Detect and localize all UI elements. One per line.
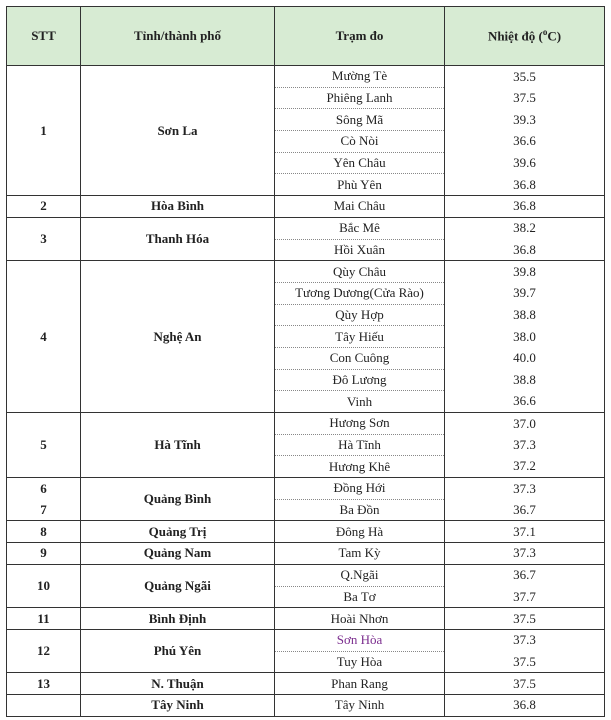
station-cell: Đô Lương <box>275 369 445 391</box>
station-cell: Yên Châu <box>275 152 445 174</box>
temperature-cell: 37.1 <box>445 521 605 543</box>
station-cell: Vinh <box>275 391 445 413</box>
temperature-cell: 36.7 <box>445 564 605 586</box>
temperature-cell: 37.3 <box>445 543 605 565</box>
table-row <box>7 66 605 88</box>
station-cell: Bắc Mê <box>275 217 445 239</box>
stt-cell <box>7 478 81 521</box>
table-row <box>7 413 605 435</box>
temperature-cell: 39.8 <box>445 261 605 283</box>
table-row <box>7 694 605 716</box>
station-cell: Tây Hiếu <box>275 326 445 348</box>
temperature-cell: 37.3 <box>445 434 605 456</box>
province-cell: Sơn La <box>81 66 275 196</box>
station-cell: Con Cuông <box>275 347 445 369</box>
stt-cell: 11 <box>7 608 81 630</box>
stt-value: 6 <box>40 481 47 497</box>
station-cell: Tuy Hòa <box>275 651 445 673</box>
province-cell: Thanh Hóa <box>81 217 275 260</box>
header-station: Trạm đo <box>275 7 445 66</box>
table-row <box>7 478 605 500</box>
header-temperature <box>445 7 605 66</box>
temperature-cell: 36.7 <box>445 499 605 521</box>
header-temp-prefix: Nhiệt độ ( <box>487 28 543 44</box>
stt-value-2: 7 <box>40 502 47 518</box>
stt-cell: 5 <box>7 413 81 478</box>
table-row <box>7 196 605 218</box>
station-cell: Phan Rang <box>275 673 445 695</box>
table-body <box>7 66 605 717</box>
table-row <box>7 543 605 565</box>
temperature-cell: 36.6 <box>445 391 605 413</box>
temperature-cell: 38.8 <box>445 369 605 391</box>
temperature-cell: 37.5 <box>445 608 605 630</box>
table-row <box>7 217 605 239</box>
temperature-cell: 36.6 <box>445 131 605 153</box>
temperature-cell: 36.8 <box>445 196 605 218</box>
station-cell: Tương Dương(Cửa Rào) <box>275 282 445 304</box>
province-cell: Quảng Bình <box>81 478 275 521</box>
station-cell: Hương Sơn <box>275 413 445 435</box>
province-cell: N. Thuận <box>81 673 275 695</box>
province-cell: Nghệ An <box>81 261 275 413</box>
stt-cell: 4 <box>7 261 81 413</box>
province-cell: Quảng Trị <box>81 521 275 543</box>
stt-cell: 13 <box>7 673 81 695</box>
stt-cell: 3 <box>7 217 81 260</box>
station-cell: Hồi Xuân <box>275 239 445 261</box>
station-cell: Đồng Hới <box>275 478 445 500</box>
temperature-cell: 36.8 <box>445 174 605 196</box>
province-cell: Quảng Nam <box>81 543 275 565</box>
stt-cell <box>7 694 81 716</box>
temperature-cell: 37.3 <box>445 478 605 500</box>
temperature-cell: 37.5 <box>445 651 605 673</box>
temperature-cell: 35.5 <box>445 66 605 88</box>
temperature-cell: 38.0 <box>445 326 605 348</box>
table-row <box>7 608 605 630</box>
province-cell: Tây Ninh <box>81 694 275 716</box>
station-cell: Qùy Châu <box>275 261 445 283</box>
temperature-table <box>6 6 605 717</box>
table-row <box>7 261 605 283</box>
station-cell: Mường Tè <box>275 66 445 88</box>
stt-cell: 12 <box>7 629 81 672</box>
header-province: Tỉnh/thành phố <box>81 7 275 66</box>
province-cell: Hòa Bình <box>81 196 275 218</box>
table-row <box>7 564 605 586</box>
temperature-cell: 37.5 <box>445 87 605 109</box>
temperature-cell: 39.3 <box>445 109 605 131</box>
stt-cell: 2 <box>7 196 81 218</box>
station-cell: Đông Hà <box>275 521 445 543</box>
station-cell: Hoài Nhơn <box>275 608 445 630</box>
temperature-cell: 36.8 <box>445 694 605 716</box>
station-cell: Qùy Hợp <box>275 304 445 326</box>
temperature-cell: 38.8 <box>445 304 605 326</box>
station-cell: Tây Ninh <box>275 694 445 716</box>
province-cell: Quảng Ngãi <box>81 564 275 607</box>
header-row <box>7 7 605 66</box>
stt-cell: 1 <box>7 66 81 196</box>
temperature-cell: 39.6 <box>445 152 605 174</box>
stt-cell: 8 <box>7 521 81 543</box>
station-cell: Sông Mã <box>275 109 445 131</box>
station-cell: Hà Tĩnh <box>275 434 445 456</box>
temperature-cell: 38.2 <box>445 217 605 239</box>
temperature-cell: 37.7 <box>445 586 605 608</box>
station-cell: Sơn Hòa <box>275 629 445 651</box>
stt-cell: 9 <box>7 543 81 565</box>
station-cell: Cò Nòi <box>275 131 445 153</box>
table-row <box>7 629 605 651</box>
temperature-cell: 37.0 <box>445 413 605 435</box>
table-row <box>7 673 605 695</box>
station-cell: Phiêng Lanh <box>275 87 445 109</box>
province-cell: Phú Yên <box>81 629 275 672</box>
header-temp-suffix: C) <box>547 28 562 44</box>
stt-cell: 10 <box>7 564 81 607</box>
station-cell: Ba Đồn <box>275 499 445 521</box>
temperature-cell: 39.7 <box>445 282 605 304</box>
degree-sup: o <box>542 27 548 38</box>
temperature-cell: 37.3 <box>445 629 605 651</box>
station-cell: Q.Ngãi <box>275 564 445 586</box>
station-cell: Ba Tơ <box>275 586 445 608</box>
temperature-cell: 37.5 <box>445 673 605 695</box>
station-cell: Tam Kỳ <box>275 543 445 565</box>
province-cell: Hà Tĩnh <box>81 413 275 478</box>
temperature-cell: 36.8 <box>445 239 605 261</box>
province-cell: Bình Định <box>81 608 275 630</box>
temperature-cell: 40.0 <box>445 347 605 369</box>
table-row <box>7 521 605 543</box>
station-cell: Phù Yên <box>275 174 445 196</box>
station-cell: Mai Châu <box>275 196 445 218</box>
station-cell: Hương Khê <box>275 456 445 478</box>
temperature-cell: 37.2 <box>445 456 605 478</box>
header-stt: STT <box>7 7 81 66</box>
